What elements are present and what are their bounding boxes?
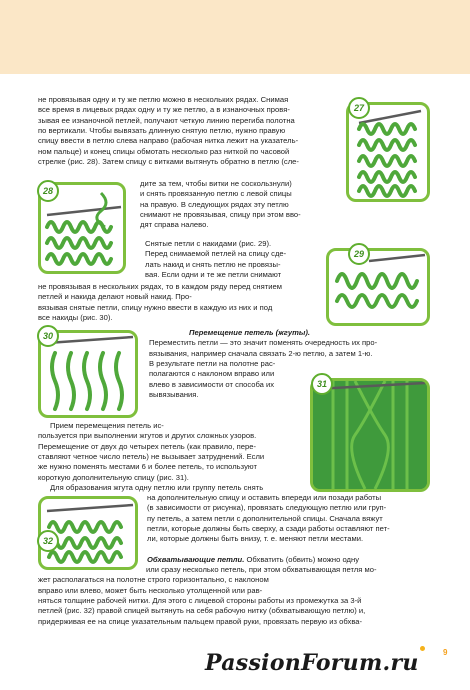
- text-line: лать накид и снять петлю не провязы-: [145, 259, 281, 269]
- text-line: и снять провязанную петлю с левой спицы: [140, 189, 292, 199]
- subheading-wrapped: Обхватывающие петли.: [147, 555, 245, 564]
- text-line: няться толщине рабочей нитки. Для этого с лицевой стороны работы из промежутка за 3-й: [38, 596, 362, 606]
- text-line: ном пальце) и конец спицы обмотать несколько раз ниткой по часовой: [38, 146, 290, 156]
- text-line: снимают не провязывая, спицу при этом вво-: [140, 210, 301, 220]
- figure-number-badge: 31: [311, 373, 333, 395]
- paragraph-top: [38, 95, 299, 167]
- text-line: или сразу несколько петель, при этом обхватывающая петля мо-: [146, 565, 377, 574]
- text-line: ставляют четное число петель) не вызывает затруднений. Если: [38, 452, 265, 462]
- figure-number-badge: 32: [37, 530, 59, 552]
- text-line: дите за тем, чтобы витки не соскользнули): [140, 179, 292, 188]
- text-line: ли, которые должны быть внизу, т. е. меняют петли местами.: [147, 534, 364, 544]
- text-line: спицу ввести в петлю слева направо (рабочая нитка лежит на указатель-: [38, 136, 299, 146]
- paragraph-g: [147, 493, 390, 545]
- page-number: 9: [443, 648, 448, 657]
- text-line: на дополнительную спицу и оставить впереди или позади работы: [147, 493, 382, 502]
- text-line: все накиды (рис. 30).: [38, 313, 113, 323]
- text-line: влево в зависимости от способа их: [149, 379, 275, 389]
- text-line: (в зависимости от рисунка), провязать следующую петлю или груп-: [147, 503, 387, 513]
- text-line: короткую дополнительную спицу (рис. 31).: [38, 472, 189, 482]
- figure-number-badge: 28: [37, 180, 59, 202]
- text-line: вая. Если одни и те же петли снимают: [145, 270, 282, 280]
- figure-31: [310, 378, 430, 492]
- text-line: вязывания, например сначала связать 2-ю петлю, а затем 1-ю.: [149, 348, 373, 358]
- text-line: зывая ее изнаночной петлей, получают четкую линию перегиба полотна: [38, 115, 295, 125]
- paragraph-f: [38, 421, 264, 483]
- text-line: Перед снимаемой петлей на спицу сде-: [145, 249, 287, 259]
- text-line: Переместить петли — это значит поменять очередность их про-: [149, 338, 378, 348]
- text-line: Перемещение от двух до четырех петель (как правило, пере-: [38, 441, 257, 451]
- text-line: придерживая ее на спице указательным пальцем правой руки, провязать первую из обхва-: [38, 616, 363, 626]
- text-line: все время в лицевых рядах одну и ту же петлю, а в изнаночных провя-: [38, 105, 290, 115]
- text-line: пу петель, а затем петли с дополнительной спицы. Сначала вяжут: [147, 513, 383, 523]
- text-line: полагаются с наклоном вправо или: [149, 369, 275, 379]
- figure-number-badge: 27: [348, 97, 370, 119]
- knit-diagram-31-icon: [313, 381, 427, 489]
- text-line: Снятые петли с накидами (рис. 29).: [145, 239, 272, 248]
- paragraph-c: [145, 239, 286, 280]
- paragraph-g-lead: [50, 483, 263, 493]
- top-color-band: [0, 0, 470, 74]
- watermark-logo: [205, 650, 419, 676]
- subheading-cables: Перемещение петель (жгуты).: [189, 328, 311, 337]
- text-line: Прием перемещения петель ис-: [50, 421, 164, 430]
- text-line: на правую. В следующих рядах эту петлю: [140, 199, 289, 209]
- figure-number-badge: 30: [37, 325, 59, 347]
- knit-diagram-27-icon: [349, 105, 427, 199]
- text-line: вывязывания.: [149, 390, 199, 400]
- paragraph-h: [38, 565, 377, 627]
- text-line: не провязывая одну и ту же петлю можно в нескольких рядах. Снимая: [38, 95, 289, 104]
- paragraph-d: [38, 282, 282, 323]
- text-line: Обхватить (обвить) можно одну: [246, 555, 360, 564]
- text-line: стрелке (рис. 28). Затем спицу с витками вытянуть обратно в петлю (сле-: [38, 157, 299, 167]
- knit-diagram-30-icon: [41, 333, 135, 415]
- text-line: петли, которые должны быть сверху, а сзади работы оставляют пет-: [147, 524, 390, 534]
- text-line: петлей (рис. 32) правой спицей вытянуть на себя рабочую нитку (обхватывающую петлю) и,: [38, 606, 366, 616]
- text-line: петлей и накида делают новый накид. Про-: [38, 292, 192, 302]
- watermark-dot: [420, 646, 425, 651]
- knit-diagram-29-icon: [329, 251, 427, 323]
- text-line: пользуется при выполнении жгутов и других сложных узоров.: [38, 431, 257, 441]
- text-line: вязывая снятые петли, спицу нужно ввести в каждую из них и под: [38, 302, 273, 312]
- text-line: Для образования жгута одну петлю или группу петель снять: [50, 483, 264, 492]
- text-line: дят справа налево.: [140, 220, 209, 230]
- text-line: не провязывая в нескольких рядах, то в каждом ряду перед снятием: [38, 282, 283, 291]
- figure-number-badge: 29: [348, 243, 370, 265]
- text-line: жет располагаться на полотне строго горизонтально, с наклоном: [38, 575, 269, 585]
- paragraph-h-lead: [147, 555, 359, 565]
- paragraph-b: [140, 179, 301, 231]
- watermark-text: PassionForum.ru: [205, 650, 419, 676]
- text-line: по вертикали. Чтобы вывязать длинную снятую петлю, нужно правую: [38, 126, 286, 136]
- text-line: же нужно поменять местами 6 и более петель, то используют: [38, 462, 257, 472]
- text-line: [147, 555, 359, 565]
- text-line: вправо или влево, может быть несколько утолщенной или рав-: [38, 585, 263, 595]
- figure-29: [326, 248, 430, 326]
- text-line: В результате петли на полотне рас-: [149, 359, 276, 369]
